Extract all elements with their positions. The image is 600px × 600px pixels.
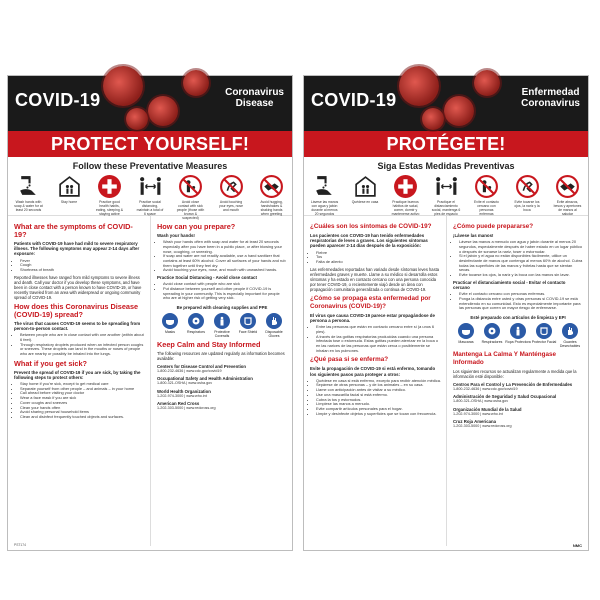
section-text: Las enfermedades reportadas han variado desde síntomas leves hasta enfermedades graves y muerte. Llame a su médico si desarrolla estos síntomas y ha estado en contacto cercano con una persona conocida por tener COVID-19, o recientemente viajó desde un área con propagación comunitaria generalizada o continua de COVID-19. bbox=[310, 266, 440, 292]
resource-entry bbox=[157, 401, 287, 410]
icon-caption: Evite tocarse los ojos, la nariz y la boca bbox=[514, 200, 540, 212]
virus-image bbox=[422, 108, 444, 130]
virus-image bbox=[126, 108, 148, 130]
list-item: • Ponga la distancia entre usted y otras personas si COVID-19 se está extendiendo en su comunidad. Esto es especialmente importante para las personas que corren un mayor riesgo de enfermarse. bbox=[459, 297, 583, 311]
list-item: • Avoid touching your eyes, nose, and mouth with unwashed hands. bbox=[163, 268, 287, 273]
poster-title: COVID-19 bbox=[311, 90, 397, 110]
section-text: ¡Lávese las manos! bbox=[453, 233, 494, 238]
resource-entry bbox=[157, 376, 287, 385]
list-item: • Call ahead before visiting your doctor bbox=[20, 391, 145, 396]
list-item: • Falta de aliento bbox=[316, 260, 441, 265]
list-item: • Avoid close contact with people who are sick bbox=[163, 282, 287, 287]
icon-caption: Avoid touching your eyes, nose and mouth bbox=[219, 200, 243, 212]
list-item: • Wear a face mask if you are sick bbox=[20, 396, 145, 401]
prevention-item bbox=[513, 174, 542, 212]
headline: PROTÉGETE! bbox=[304, 131, 588, 157]
coverall-icon bbox=[214, 313, 230, 329]
list-item: • Evite tocarse los ojos, la nariz y la boca con las manos sin lavar. bbox=[459, 273, 583, 278]
no-handshake-icon bbox=[259, 174, 284, 199]
stay-home-icon bbox=[57, 174, 82, 199]
ppe-title: Esté preparado con artículos de limpieza y EPI bbox=[470, 315, 566, 321]
org-name: Centers for Disease Control and Prevention bbox=[157, 364, 247, 370]
list-item: • Clean your hands often bbox=[20, 406, 145, 411]
org-name: Occupational Safety and Health Administration bbox=[157, 376, 253, 382]
list-item: • Between people who are in close contact with one another (within about 6 feet). bbox=[20, 333, 145, 342]
org-contact: 1-800-232-4636 | www.cdc.gov/covid19 bbox=[157, 369, 222, 374]
ppe-row bbox=[453, 323, 583, 348]
face-shield-icon bbox=[536, 323, 552, 339]
ppe-item bbox=[183, 313, 209, 338]
icon-caption: Quédese en casa bbox=[351, 200, 379, 204]
org-contact: 1-202-303-5000 | www.redcross.org bbox=[453, 423, 512, 428]
medical-cross-icon bbox=[97, 174, 122, 199]
mask-icon bbox=[162, 313, 178, 329]
respirator-icon bbox=[188, 313, 204, 329]
poster-banner bbox=[8, 76, 292, 131]
mask-icon bbox=[458, 323, 474, 339]
section-heading: ¿Cuáles son los síntomas de COVID-19? bbox=[310, 223, 432, 230]
stay-home-icon bbox=[353, 174, 378, 199]
org-name: Organización Mundial de la Salud bbox=[453, 406, 522, 412]
section-heading: Mantenga La Calma Y Manténgase Informado bbox=[453, 351, 556, 367]
no-touch-surface-icon bbox=[219, 174, 244, 199]
hand-wash-icon bbox=[312, 174, 337, 199]
medical-cross-icon bbox=[393, 174, 418, 199]
ppe-item bbox=[235, 313, 261, 338]
list-item: • Stay home if you're sick, except to get medical care bbox=[20, 382, 145, 387]
subtitle-line: Coronavirus bbox=[225, 87, 284, 98]
prevention-icons bbox=[304, 174, 588, 216]
section-text: Wash your hands! bbox=[157, 233, 195, 238]
hand-wash-icon bbox=[16, 174, 41, 199]
list-item: • Si el jabón y el agua no están disponibles fácilmente, utilice un desinfectante de manos que contenga al menos 60% de alcohol. Cubra todas las superficies de las manos y frótelas hasta que se sientan secas. bbox=[459, 254, 583, 273]
resource-entry bbox=[453, 419, 583, 428]
section-text: The following resources are updated regularly as information becomes available: bbox=[157, 351, 285, 362]
icon-caption: Practice social distancing, maintain a total of 6 space bbox=[136, 200, 164, 216]
virus-image bbox=[444, 96, 474, 126]
icon-caption: Lávese las manos con agua y jabón durante al menos 20 segundos bbox=[310, 200, 339, 216]
ppe-item bbox=[505, 323, 531, 348]
section-text: The virus that causes COVID-19 seems to be spreading from person-to-person contact. bbox=[14, 320, 141, 331]
icon-caption: Practice good health habits, eating, sleeping & staying active bbox=[96, 200, 123, 216]
prevention-item bbox=[391, 174, 420, 216]
poster-title: COVID-19 bbox=[15, 90, 101, 110]
list-item: • Llame con anticipación antes de visitar a su médico. bbox=[316, 388, 441, 393]
prevention-item bbox=[217, 174, 246, 212]
icon-caption: Practique el distanciamiento social, mantenga 6 pies de espacio bbox=[431, 200, 461, 216]
list-item: • Cough bbox=[20, 263, 145, 268]
list-item: • Wash your hands often with soap and water for at least 20 seconds especially after you have been in a public place, or after blowing your nose, coughing, or sneezing. bbox=[163, 240, 287, 254]
resource-entry bbox=[453, 382, 583, 391]
list-item: • Separate yourself from other people – and animals – in your home bbox=[20, 387, 145, 392]
poster-subtitle bbox=[521, 87, 580, 109]
list-item: • Evite compartir artículos personales para el hogar. bbox=[316, 407, 441, 412]
ppe-label: Protective Coveralls bbox=[214, 330, 230, 339]
resource-entry bbox=[453, 407, 583, 416]
list-item: • Sepárese de otras personas – y de los animales – en su casa. bbox=[316, 383, 441, 388]
distancing-list bbox=[453, 292, 583, 311]
symptom-list bbox=[310, 251, 441, 265]
list-item: • Put distance between yourself and other people if COVID-19 is spreading in your community. This is especially important for people who are at higher risk of getting very sick. bbox=[163, 287, 287, 301]
ppe-item bbox=[453, 323, 479, 348]
right-column bbox=[446, 216, 588, 546]
ppe-title: Be prepared with cleaning supplies and PPE bbox=[176, 305, 268, 311]
spread-list bbox=[14, 333, 145, 357]
face-shield-icon bbox=[240, 313, 256, 329]
prevention-item bbox=[310, 174, 339, 216]
ppe-item bbox=[209, 313, 235, 338]
subheading: Siga Estas Medidas Preventivas bbox=[377, 161, 515, 171]
section-text: Los siguientes recursos se actualizan regularmente a medida que la información esté disponible: bbox=[453, 369, 577, 380]
ppe-label: Respiradores bbox=[481, 340, 503, 345]
org-contact: 1-800-232-4636 | www.cdc.gov/covid19 bbox=[453, 387, 518, 392]
section-heading: ¿Cómo se propaga esta enfermedad por Coronavirus (COVID-19)? bbox=[310, 294, 431, 310]
section-text: Reported illnesses have ranged from mild symptoms to severe illness and death. Call your doctor if you develop these symptoms, and have been in close contact with a person known to have COVID-19, or have recently traveled from an area with widespread or ongoing community spread of COVID-19. bbox=[14, 274, 142, 300]
icon-caption: Stay home bbox=[60, 200, 78, 204]
ppe-item bbox=[531, 323, 557, 348]
virus-image bbox=[399, 66, 439, 106]
list-item: • A través de las gotitas respiratorias producidas cuando una persona infectada tose o estornuda. Estas gotitas pueden aterrizar en la boca o en las narices de las personas que están cerca o posiblemente se inhalan en los pulmones. bbox=[316, 335, 441, 354]
sick-steps-list bbox=[14, 382, 145, 420]
sick-steps-list bbox=[310, 379, 441, 417]
org-name: World Health Organization bbox=[157, 388, 211, 394]
ppe-item bbox=[261, 313, 287, 338]
ppe-label: Disposable Gloves bbox=[265, 330, 283, 339]
subheading: Follow these Preventative Measures bbox=[72, 161, 228, 171]
section-text: Los pacientes con COVID-19 han tenido enfermedades respiratorias de leves a graves. Los siguientes síntomas pueden aparecer 2-14 días después de la exposición: bbox=[310, 233, 428, 249]
section-heading: How does this Coronavirus Disease (COVID-19) spread? bbox=[14, 301, 139, 319]
ppe-label: Protector Facial bbox=[531, 340, 557, 345]
list-item: • Fiebre bbox=[316, 251, 441, 256]
content-columns bbox=[8, 215, 292, 546]
section-subheading: Practicar el distanciamiento social - Evitar el contacto cercano bbox=[453, 279, 566, 291]
list-item: • Shortness of breath bbox=[20, 268, 145, 273]
handwash-list bbox=[453, 240, 583, 278]
poster-banner bbox=[304, 76, 588, 131]
list-item: • Entre las personas que están en contacto cercano entre sí (a unos 6 pies). bbox=[316, 325, 441, 334]
ppe-label: Ropa Protectora bbox=[505, 340, 531, 345]
icon-caption: Practique buenos hábitos de salud, comer, dormir y mantenerse activo bbox=[391, 200, 420, 216]
poster-english bbox=[7, 75, 293, 551]
ppe-label: Mascaras bbox=[458, 340, 474, 345]
section-text: Patients with COVID-19 have had mild to severe respiratory illness. The following symptoms may appear 2-14 days after exposure: bbox=[14, 241, 140, 257]
prevention-item bbox=[553, 174, 582, 216]
section-heading: ¿Qué pasa si se enferma? bbox=[310, 356, 389, 364]
ppe-item bbox=[557, 323, 583, 348]
list-item: • If soap and water are not readily available, use a hand sanitizer that contains at least 60% alcohol. Cover all surfaces of your hands and rub them together until they feel dry. bbox=[163, 254, 287, 268]
prevention-item bbox=[55, 174, 84, 212]
list-item: • Evite el contacto cercano con personas enfermas. bbox=[459, 292, 583, 297]
social-distance-icon bbox=[434, 174, 459, 199]
left-column bbox=[304, 216, 446, 546]
org-name: Administración de Seguridad y Salud Ocupacional bbox=[453, 394, 557, 400]
section-heading: ¿Cómo puede prepararse? bbox=[453, 223, 534, 230]
prevention-item bbox=[472, 174, 501, 216]
prevention-item bbox=[95, 174, 124, 216]
right-column bbox=[150, 216, 292, 546]
symptom-list bbox=[14, 259, 145, 273]
virus-image bbox=[474, 70, 500, 96]
prevention-icons bbox=[8, 174, 292, 220]
list-item: • Cover coughs and sneezes bbox=[20, 401, 145, 406]
list-item: • Avoid sharing personal household items bbox=[20, 410, 145, 415]
icon-caption: Wash hands with soap & water for at least 20 seconds bbox=[14, 200, 43, 212]
product-code: PST174 bbox=[14, 543, 26, 547]
section-text: El virus que causa COVID-19 parece estar propagándose de persona a persona. bbox=[310, 312, 435, 323]
section-heading: What if you get sick? bbox=[14, 358, 87, 368]
ppe-row bbox=[157, 313, 287, 338]
prevention-item bbox=[351, 174, 380, 212]
virus-image bbox=[183, 70, 209, 96]
section-heading: What are the symptoms of COVID-19? bbox=[14, 222, 133, 239]
prevention-item bbox=[14, 174, 43, 212]
icon-caption: Evite abrazos, besos y apretones de manos al saludar bbox=[553, 200, 582, 216]
list-item: • Tos bbox=[316, 255, 441, 260]
org-contact: 1-800-321-OSHA | www.osha.gov bbox=[157, 381, 213, 386]
org-contact: 1-202-974-3000 | www.who.int bbox=[453, 411, 503, 416]
handwash-list bbox=[157, 240, 287, 273]
ppe-item bbox=[157, 313, 183, 338]
resource-entry bbox=[157, 364, 287, 373]
content-columns bbox=[304, 215, 588, 546]
ppe-item bbox=[479, 323, 505, 348]
left-column bbox=[8, 216, 150, 546]
virus-image bbox=[148, 96, 178, 126]
subtitle-line: Disease bbox=[235, 98, 274, 109]
icon-caption: Avoid close contact with sick people (those with known & suspected) bbox=[176, 200, 205, 220]
glove-icon bbox=[562, 323, 578, 339]
resource-entry bbox=[453, 394, 583, 403]
virus-image bbox=[103, 66, 143, 106]
glove-icon bbox=[266, 313, 282, 329]
list-item: • Fever bbox=[20, 259, 145, 264]
org-contact: 1-800-321-OSHA | www.osha.gov bbox=[453, 399, 509, 404]
no-touch-face-icon bbox=[178, 174, 203, 199]
section-subheading: Practice Social Distancing - Avoid close contact bbox=[157, 275, 257, 281]
no-touch-surface-icon bbox=[515, 174, 540, 199]
coverall-icon bbox=[510, 323, 526, 339]
prevention-item bbox=[431, 174, 461, 216]
poster-spanish bbox=[303, 75, 589, 551]
section-heading: How can you prepare? bbox=[157, 222, 236, 231]
list-item: • Through respiratory droplets produced when an infected person coughs or sneezes. These droplets can land in the mouths or noses of people who are nearby or possibly be inhaled into the lungs. bbox=[20, 343, 145, 357]
org-contact: 1-202-974-3000 | www.who.int bbox=[157, 393, 207, 398]
ppe-label: Guantes Desechables bbox=[559, 340, 581, 349]
list-item: • Use una mascarilla facial si está enfermo. bbox=[316, 393, 441, 398]
respirator-icon bbox=[484, 323, 500, 339]
nmc-logo: NMC bbox=[572, 543, 582, 548]
prevention-item bbox=[136, 174, 165, 216]
prevention-item bbox=[176, 174, 205, 220]
spread-list bbox=[310, 325, 441, 353]
org-name: American Red Cross bbox=[157, 401, 200, 407]
headline: PROTECT YOURSELF! bbox=[8, 131, 292, 157]
distancing-list bbox=[157, 282, 287, 301]
subtitle-line: Enfermedad bbox=[521, 87, 580, 98]
list-item: • Lávese las manos a menudo con agua y jabón durante al menos 20 segundos, especialmente después de haber estado en un lugar público o después de sonarse la nariz, toser o estornudar. bbox=[459, 240, 583, 254]
ppe-label: Masks bbox=[164, 330, 176, 335]
org-contact: 1-202-303-5000 | www.redcross.org bbox=[157, 406, 216, 411]
no-handshake-icon bbox=[555, 174, 580, 199]
list-item: • Limpie y desinfecte objetos y superficies que se tocan con frecuencia. bbox=[316, 412, 441, 417]
resource-entry bbox=[157, 389, 287, 398]
section-text: Evite la propagación de COVID-19 si está enfermo, tomando los siguientes pasos para proteger a otros: bbox=[310, 366, 436, 377]
ppe-label: Face Shield bbox=[238, 330, 258, 335]
list-item: • Cubra la tos y estornudos. bbox=[316, 398, 441, 403]
list-item: • Quédese en casa si está enfermo, excepto para recibir atención médica. bbox=[316, 379, 441, 384]
org-name: Centros Para el Control y La Prevención de Enfermedades bbox=[453, 382, 573, 388]
section-heading: Keep Calm and Stay Informed bbox=[157, 340, 261, 350]
section-text: Prevent the spread of COVID-19 if you are sick, by taking the following steps to protect others: bbox=[14, 369, 141, 380]
icon-caption: Evite el contacto cercano con personas enfermas bbox=[474, 200, 499, 216]
list-item: • Límpiese las manos a menudo. bbox=[316, 402, 441, 407]
icon-caption: Avoid hugging, handshakes & shaking hands when greeting bbox=[260, 200, 283, 216]
list-item: • Clean and disinfect frequently touched objects and surfaces. bbox=[20, 415, 145, 420]
ppe-label: Respirators bbox=[187, 330, 205, 335]
social-distance-icon bbox=[138, 174, 163, 199]
poster-subtitle bbox=[225, 87, 284, 109]
org-name: Cruz Roja Americana bbox=[453, 418, 497, 424]
no-touch-face-icon bbox=[474, 174, 499, 199]
subtitle-line: Coronavirus bbox=[521, 98, 580, 109]
prevention-item bbox=[257, 174, 286, 216]
